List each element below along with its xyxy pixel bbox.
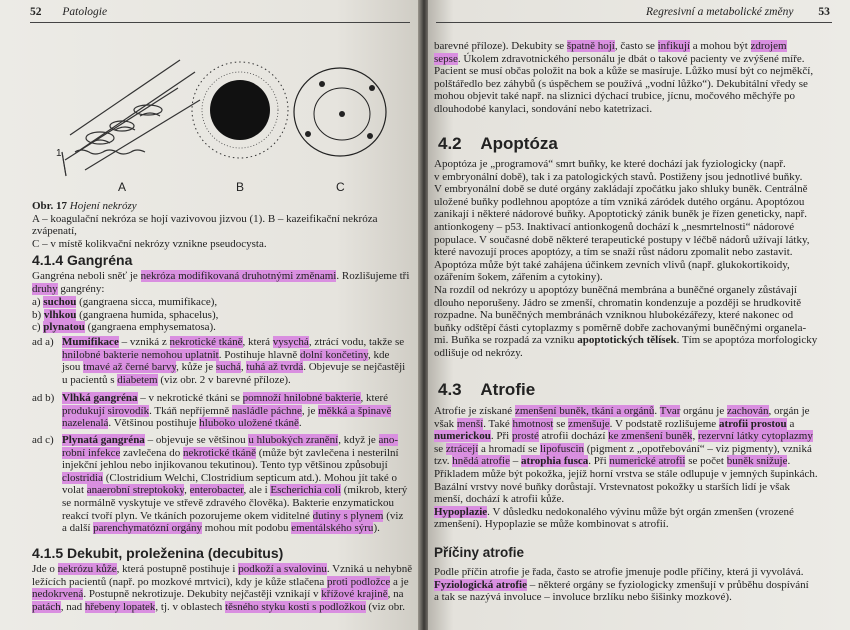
figure-caption: [32, 200, 402, 250]
figure-label-1: 1: [56, 148, 62, 159]
left-page: [0, 0, 420, 630]
figure-label-b: B: [236, 180, 245, 194]
ad-c-marker: ad c): [32, 434, 54, 446]
figure-drawing: [60, 40, 400, 205]
caption-line-1: A – koagulační nekróza se hojí vazivovou jizvou (1). B – kazeifikační nekróza zvápenatí,: [32, 212, 378, 237]
dekubit-continued: barevné příloze). Dekubity se špatně hojí, často se infikují a mohou být zdrojem sepse. Úkolem zdravotnického personálu je dbát o takové pacienty ve zvýšené míře. Pacient se musí občas položit na bok a kůže se masíruje. Lůžko musí být co nejměkčí, polštáředlo bez záhybů (s úspěchem se používá „vodní lůžko“). Dekubitální vředy se mohou objevit také např. na sliznici dýchací trubice, jícnu, močového měchýře po dlouhodobé kanylaci, sondování nebo katetrizaci.: [434, 40, 814, 115]
heading-apoptoza: 4.2 Apoptóza: [438, 134, 558, 153]
caption-title: Hojení nekrózy: [69, 200, 137, 212]
figure-label-c: C: [336, 180, 345, 194]
list-item: c) plynatou (gangraena emphysematosa).: [32, 321, 216, 334]
right-page-number: 53: [818, 6, 830, 18]
atrofie-text: Atrofie je získané zmenšení buněk, tkání a orgánů. Tvar orgánu je zachován, orgán je však menší. Také hmotnost se zmenšuje. V podstatě rozlišujeme atrofii prostou a numerickou. Při prosté atrofii dochází ke zmenšení buněk, rezervní látky cytoplazmy se ztrácejí a hromadí se lipofuscin (pigment z „opotřebování“ – viz pigmenty), vzniká tzv. hnědá atrofie – atrophia fusca. Při numerické atrofii se počet buněk snižuje. Příkladem může být pokožka, jejíž horní vrstva se stále odlupuje v jemných šupinkách. Bazální vrstvy nové buňky dorůstají. Vrstevnatost pokožky u starších lidí je však menší, dochází k atrofii kůže. Hypoplazie. V důsledku nedokonalého vývinu může být orgán zmenšen (vrozené zmenšení). Hypoplazie se může kombinovat s atrofií.: [434, 405, 818, 531]
list-item: b) vlhkou (gangraena humida, sphacelus),: [32, 308, 219, 321]
ad-b-text: Vlhká gangréna – v nekrotické tkáni se pomnoží hnilobné bakterie, které produkují sirovodík. Tkáň nepříjemně nasládle páchne, je měkká a špinavě nazelenalá. Většinou postihuje hluboko uložené tkáně.: [62, 392, 392, 430]
ad-c-text: Plynatá gangréna – objevuje se většinou u hlubokých zranění, když je ano- robní infekce zavlečena do nekrotické tkáně (může být zavlečena i nesterilní injekční jehlou nebo injikovanou tekutinou). Tento typ většinou způsobují clostridia (Clostridium Welchi, Clostridium septicum atd.). Mohou jít také o volat anaerobní streptokoky, enterobacter, ale i Escherichia coli (mikrob, který se normálně vyskytuje ve střevě zdravého člověka). Bakterie enzymatickou reakcí tvoří plyn. Ve tkáních pozorujeme okem viditelné dutiny s plynem (viz a další parenchymatózní orgány mohou mít podobu ementálského sýru).: [62, 434, 408, 535]
heading-dekubit: 4.1.5 Dekubit, proleženina (decubitus): [32, 545, 284, 561]
left-header-rule: [30, 22, 410, 23]
left-page-number: 52: [30, 6, 42, 18]
ad-a-marker: ad a): [32, 336, 54, 348]
priciny-text: Podle příčin atrofie je řada, často se atrofie jmenuje podle příčiny, která ji vyvolává. Fyziologická atrofie – některé orgány se fyziologicky zmenšují v průběhu dospívání a tak se nazývá involuce – involuce brzlíku nebo šišinky mozkové).: [434, 566, 809, 604]
ad-b-marker: ad b): [32, 392, 55, 404]
left-header: [30, 6, 107, 18]
caption-title-line: [32, 200, 402, 213]
apoptoza-text: Apoptóza je „programová“ smrt buňky, ke které dochází jak fyziologicky (např. v embryonální době), tak i za patologických stavů. Postiženy jsou jednotlivé buňky. V embryonální době se duté orgány zakládají zpočátku jako shluky buněk. Centrálně uložené buňky podlehnou apoptóze a tím vzniká záródek dutého orgánu. Apoptózou zanikají i některé nádorové buňky. Apoptotický zánik buněk je řízen geneticky, např. antionkogeny – p53. Inaktivací antionkogenů dochází k „nesmrtelnosti“ nádorové populace. V současné době některé terapeutické postupy v léčbě nádorů užívají látky, které navozují proces apoptózy, a tím se snaží růst nádoru zpomalit nebo zastavit. Apoptóza může být také zahájena účinkem zevních vlivů (např. glukokortikoidy, ozářením šokem, zářením a cytokiny). Na rozdíl od nekrózy u apoptózy buněčná membrána a buněčné organely zůstávají dlouho neporušeny. Jádro se zmenší, chromatin kondenzuje a později se hrudkovitě rozpadne. Na buněčných membránách vzniknou hlubokézářezy, které nakonec od buňky odštěpí části cytoplazmy s poměrně dobře zachovanými buněčnými organela- mi. Buňka se rozpadá za vzniku apoptotických tělísek. Tím se apoptóza morfologicky odlišuje od nekrózy.: [434, 158, 818, 359]
heading-priciny-atrofie: Příčiny atrofie: [434, 545, 525, 560]
dekubit-text: Jde o nekrózu kůže, která postupně postihuje i podkoží a svalovinu. Vzniká u nehybně ležících pacientů (např. po mozkové mrtvici), kdy je kůže stlačena proti podložce a je nedokrvená. Postupně nekrotizuje. Dekubity nejčastěji vznikají v křížové krajině, na patách, nad hřebeny lopatek, tj. v oblastech těsného styku kosti s podložkou (viz obr.: [32, 563, 413, 613]
gangrena-intro: Gangréna neboli sněť je nekróza modifikovaná druhotnými změnami. Rozlišujeme tři druhy gangrény:: [32, 270, 410, 295]
figure-label-a: A: [118, 180, 127, 194]
right-running-title: Regresivní a metabolické změny: [646, 6, 794, 18]
caption-number: Obr. 17: [32, 200, 68, 212]
list-item: a) suchou (gangraena sicca, mumifikace),: [32, 296, 218, 308]
right-header-rule: [436, 22, 832, 23]
gangrena-types-list: [32, 296, 416, 334]
right-header: [646, 6, 830, 18]
figure-necrosis-healing: [56, 40, 400, 205]
right-page: [428, 0, 850, 630]
ad-a-text: Mumifikace – vzniká z nekrotické tkáně, která vysychá, ztrácí vodu, takže se hnilobné bakterie nemohou uplatnit. Postihuje hlavně dolní končetiny, kde jsou tmavé až černé barvy, kůže je suchá, tuhá až tvrdá. Objevuje se nejčastěji u pacientů s diabetem (viz obr. 2 v barevné příloze).: [62, 336, 406, 386]
heading-gangrena: 4.1.4 Gangréna: [32, 252, 133, 268]
left-running-title: Patologie: [62, 6, 108, 18]
caption-line-2: C – v místě kolikvační nekrózy vznikne pseudocysta.: [32, 237, 267, 250]
heading-atrofie: 4.3 Atrofie: [438, 380, 536, 399]
